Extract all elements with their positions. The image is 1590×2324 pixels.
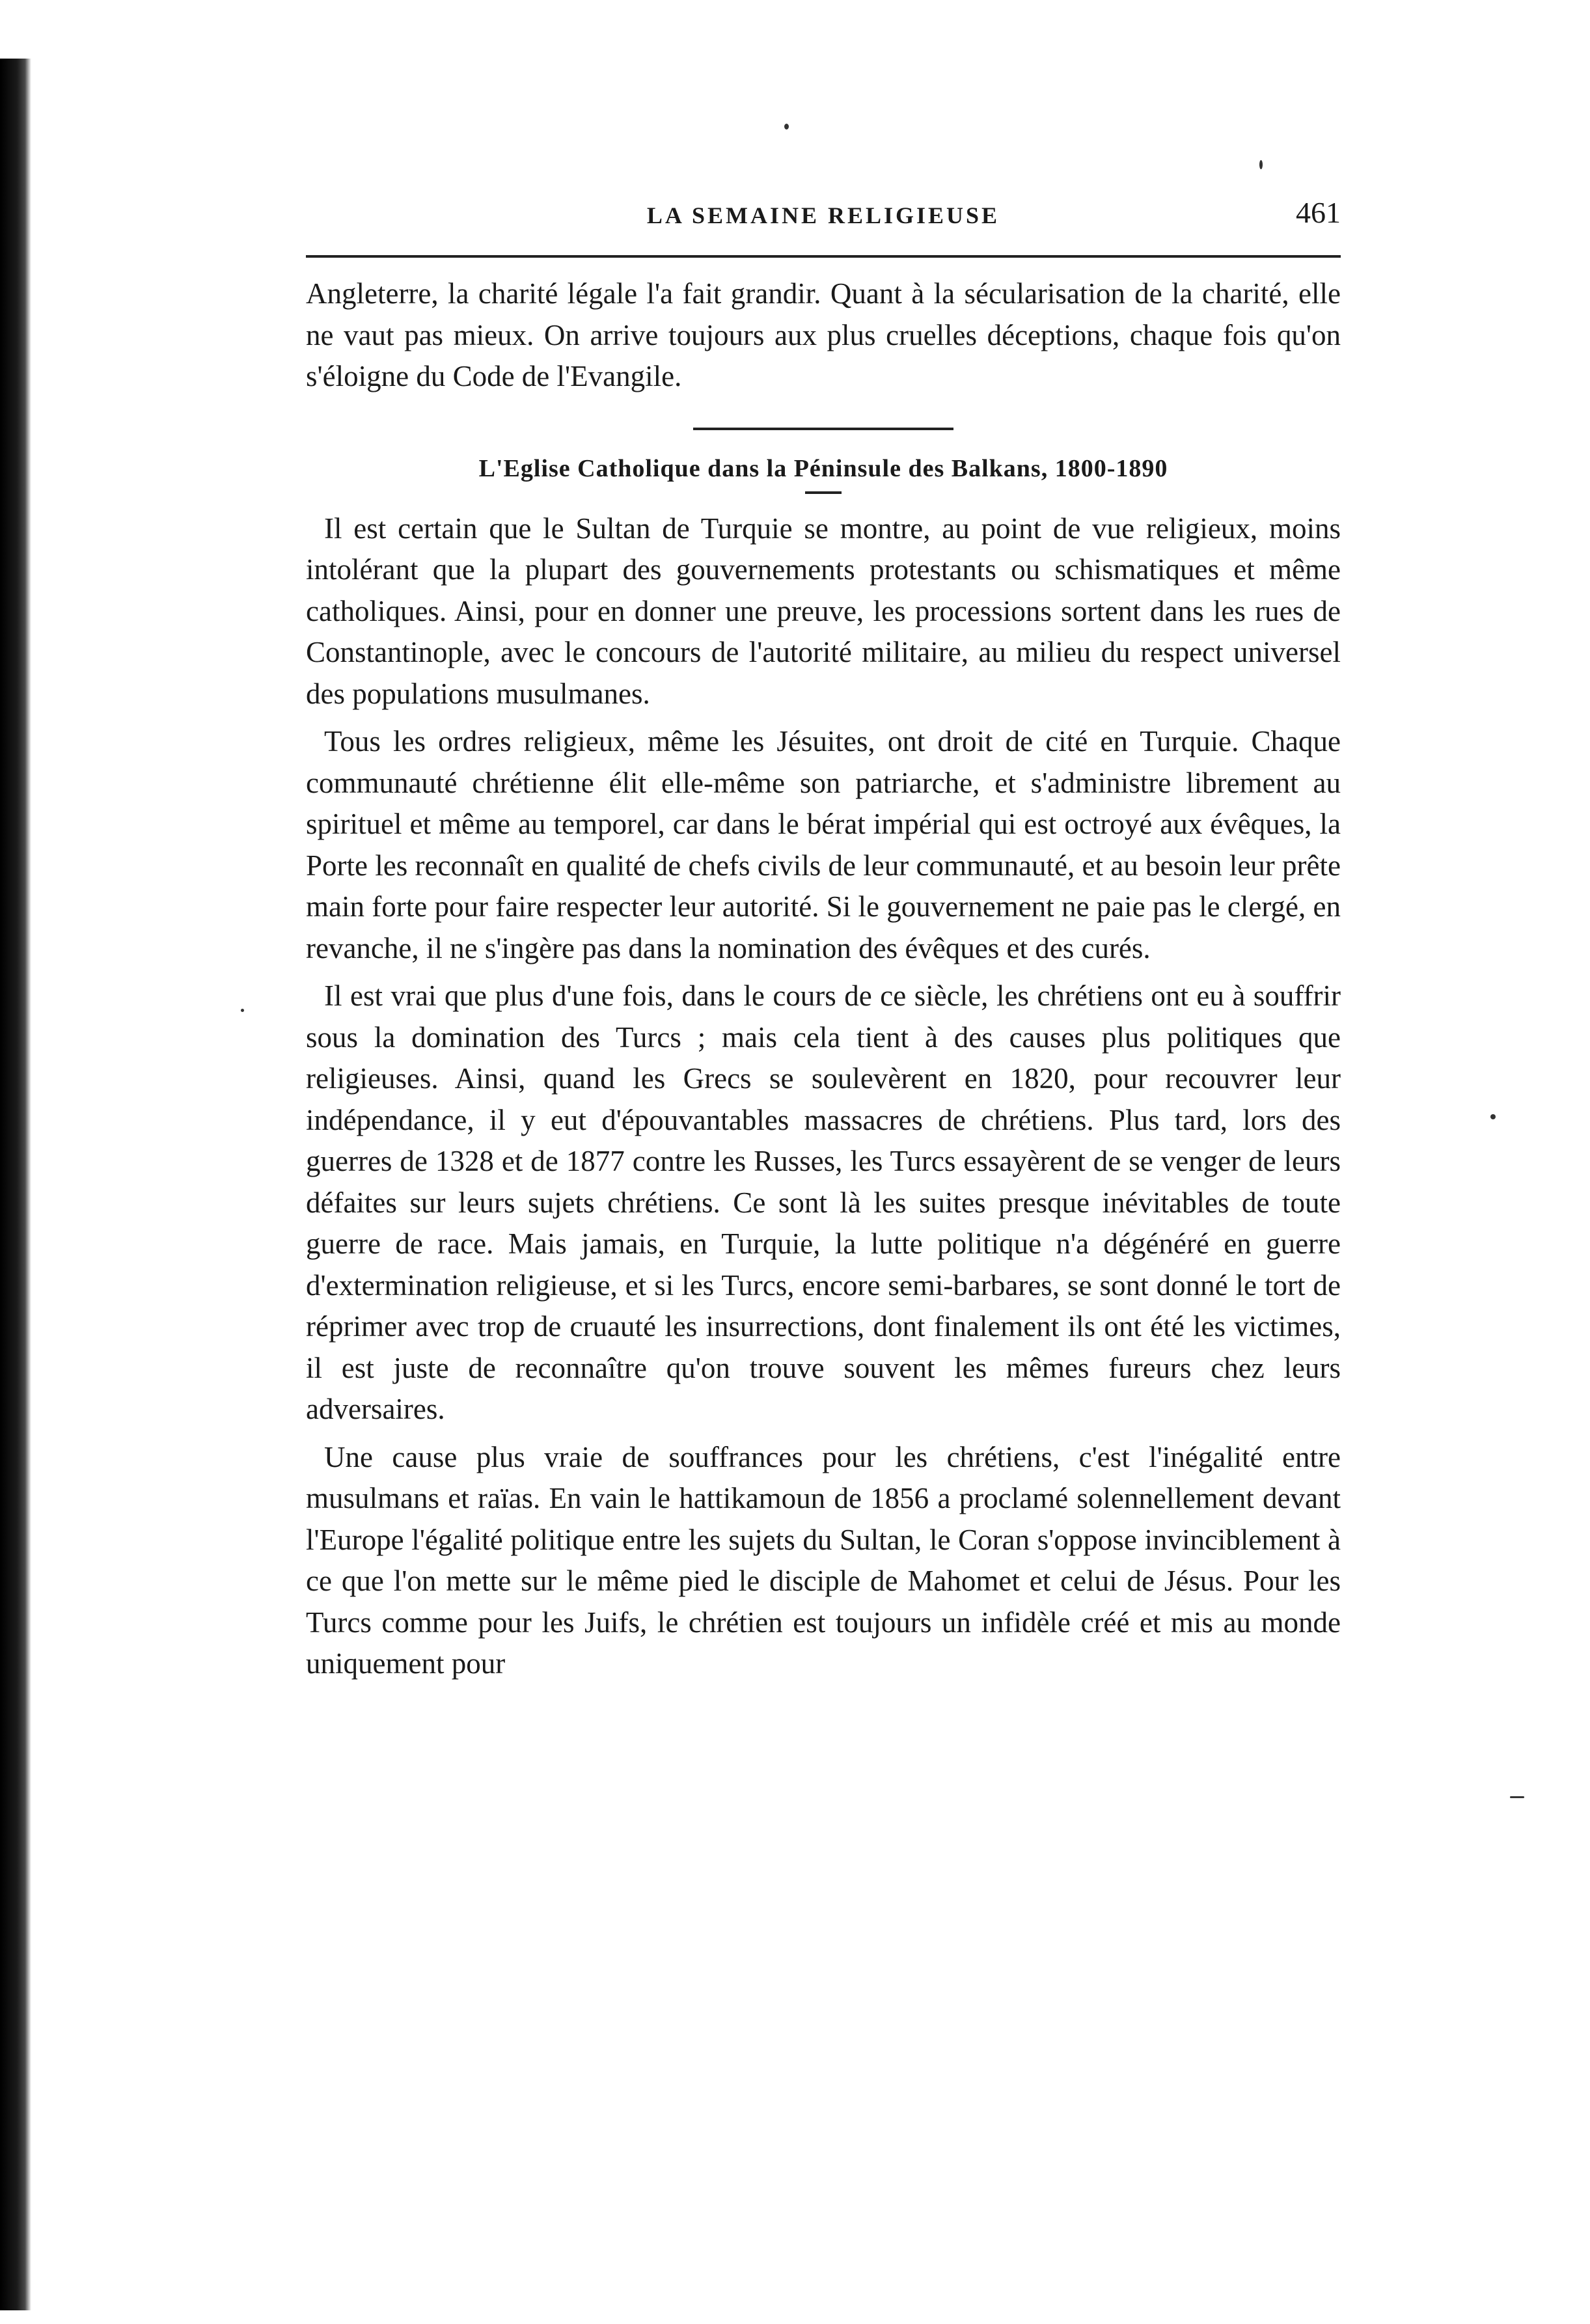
running-title: LA SEMAINE RELIGIEUSE: [646, 202, 1000, 228]
section-title: L'Eglise Catholique dans la Péninsule des Balkans, 1800-1890: [478, 454, 1168, 482]
scan-speck: [784, 124, 789, 130]
scan-speck: [241, 1009, 244, 1012]
section-paragraph-4: Une cause plus vraie de souffrances pour les chrétiens, c'est l'inégalité entre musulmans et raïas. En vain le hattikamoun de 1856 a proclamé solennellement devant l'Europe l'égalité politique entre les sujets du Sultan, le Coran s'oppose invinciblement à ce que l'on mette sur le même pied le disciple de Mahomet et celui de Jésus. Pour les Turcs comme pour les Juifs, le chrétien est toujours un infidèle créé et mis au monde uniquement pour: [306, 1440, 1341, 1680]
header-rule: [306, 255, 1341, 258]
page-text: [306, 273, 1341, 1685]
section-paragraph-1: Il est certain que le Sultan de Turquie se montre, au point de vue religieux, moins intolérant que la plupart des gouvernements protestants ou schismatiques et même catholiques. Ainsi, pour en donner une preuve, les processions sortent dans les rues de Constantinople, avec le concours de l'autorité militaire, au milieu du respect universel des populations musulmanes.: [306, 512, 1341, 710]
section-divider-rule: [693, 428, 953, 430]
title-underline-rule: [805, 491, 842, 494]
page-number: 461: [1296, 196, 1341, 229]
section-paragraph-3: Il est vrai que plus d'une fois, dans le cours de ce siècle, les chrétiens ont eu à souffrir sous la domination des Turcs ; mais cela tient à des causes plus politiques que religieuses. Ainsi, quand les Grecs se soulevèrent en 1820, pour recouvrer leur indépendance, il y eut d'épouvantables massacres de chrétiens. Plus tard, lors des guerres de 1328 et de 1877 contre les Russes, les Turcs essayèrent de se venger de leurs défaites sur leurs sujets chrétiens. Ce sont là les suites presque inévitables de toute guerre de race. Mais jamais, en Turquie, la lutte politique n'a dégénéré en guerre d'extermination religieuse, et si les Turcs, encore semi-barbares, se sont donné le tort de réprimer avec trop de cruauté les insurrections, dont finalement ils ont été les victimes, il est juste de reconnaître qu'on trouve souvent les mêmes fureurs chez leurs adversaires.: [306, 979, 1341, 1425]
scan-speck: [1259, 160, 1263, 169]
binding-edge-shadow: [0, 59, 31, 2310]
section-paragraph-2: Tous les ordres religieux, même les Jésuites, ont droit de cité en Turquie. Chaque communauté chrétienne élit elle-même son patriarche, et s'administre librement au spirituel et même au temporel, car dans le bérat impérial qui est octroyé aux évêques, la Porte les reconnaît en qualité de chefs civils de leur communauté, et au besoin leur prête main forte pour faire respecter leur autorité. Si le gouvernement ne paie pas le clergé, en revanche, il ne s'ingère pas dans la nomination des évêques et des curés.: [306, 725, 1341, 964]
scan-speck: [1510, 1796, 1524, 1798]
scan-speck: [1490, 1114, 1496, 1119]
running-head: [306, 195, 1341, 234]
opening-paragraph: Angleterre, la charité légale l'a fait grandir. Quant à la sécularisation de la charité, elle ne vaut pas mieux. On arrive toujours aux plus cruelles déceptions, chaque fois qu'on s'éloigne du Code de l'Evangile.: [306, 277, 1341, 392]
